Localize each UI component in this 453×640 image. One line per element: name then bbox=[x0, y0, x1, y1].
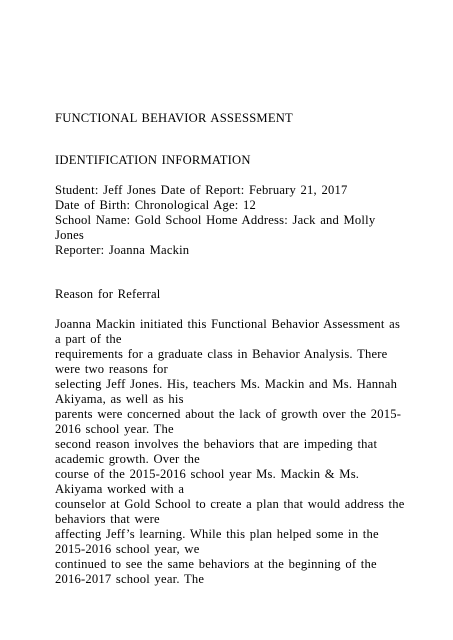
referral-line: Akiyama worked with a bbox=[55, 482, 185, 496]
referral-line: were two reasons for bbox=[55, 362, 168, 376]
referral-line: Joanna Mackin initiated this Functional Behavior Assessment as bbox=[55, 317, 401, 331]
referral-line: behaviors that were bbox=[55, 512, 160, 526]
referral-line: parents were concerned about the lack of growth over the 2015- bbox=[55, 407, 402, 421]
identification-line: Reporter: Joanna Mackin bbox=[55, 243, 190, 257]
identification-line: School Name: Gold School Home Address: Jack and Molly bbox=[55, 213, 376, 227]
identification-line: Student: Jeff Jones Date of Report: February 21, 2017 bbox=[55, 183, 348, 197]
identification-heading: IDENTIFICATION INFORMATION bbox=[55, 153, 251, 167]
identification-line: Date of Birth: Chronological Age: 12 bbox=[55, 198, 257, 212]
referral-line: second reason involves the behaviors that are impeding that bbox=[55, 437, 378, 451]
referral-line: 2016-2017 school year. The bbox=[55, 572, 205, 586]
referral-line: affecting Jeff’s learning. While this plan helped some in the bbox=[55, 527, 379, 541]
referral-line: continued to see the same behaviors at the beginning of the bbox=[55, 557, 377, 571]
referral-line: academic growth. Over the bbox=[55, 452, 200, 466]
document-title: FUNCTIONAL BEHAVIOR ASSESSMENT bbox=[55, 111, 293, 125]
identification-line: Jones bbox=[55, 228, 84, 242]
referral-line: requirements for a graduate class in Behavior Analysis. There bbox=[55, 347, 388, 361]
referral-line: counselor at Gold School to create a plan that would address the bbox=[55, 497, 405, 511]
referral-line: Akiyama, as well as his bbox=[55, 392, 184, 406]
referral-line: course of the 2015-2016 school year Ms. Mackin & Ms. bbox=[55, 467, 360, 481]
referral-line: a part of the bbox=[55, 332, 122, 346]
referral-line: 2015-2016 school year, we bbox=[55, 542, 200, 556]
referral-heading: Reason for Referral bbox=[55, 287, 161, 301]
referral-line: selecting Jeff Jones. His, teachers Ms. Mackin and Ms. Hannah bbox=[55, 377, 398, 391]
referral-line: 2016 school year. The bbox=[55, 422, 174, 436]
